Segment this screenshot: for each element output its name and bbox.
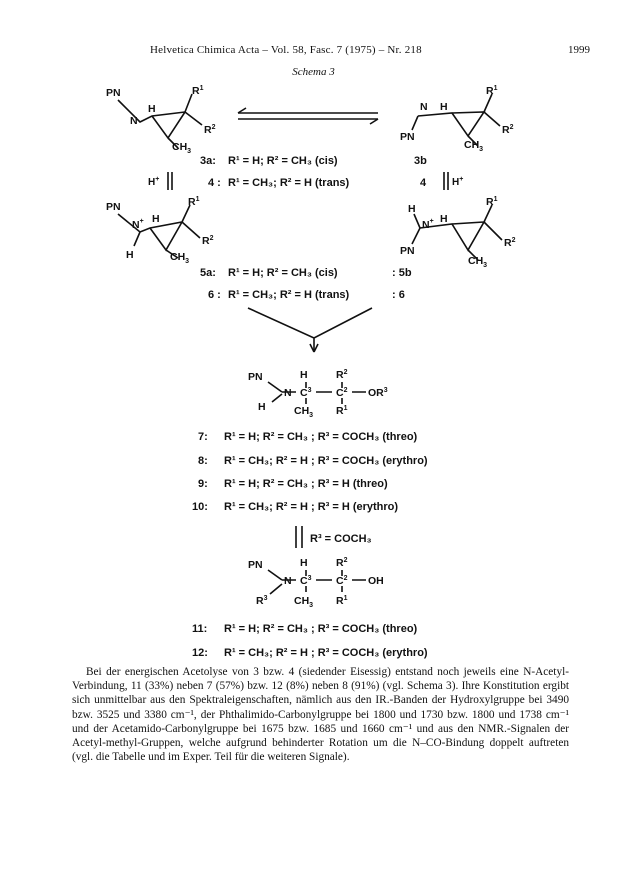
atom-r2: $R^2$ [336,557,348,569]
product-11-skeleton [268,570,366,594]
label-12: 12: [192,647,208,659]
label-7: 7: [198,431,208,443]
atom-ch3: $CH_3$ [172,141,192,155]
atom-n: N [284,575,292,587]
label-9: 9: [198,478,208,490]
protonation-arrow-left [168,172,172,190]
label-6: 6 : [208,289,221,301]
atom-n-plus: N+ [422,218,434,231]
atom-h: H [408,203,416,215]
def-9: R¹ = H; R² = CH₃ ; R³ = H (threo) [224,478,388,490]
structure-drawings [118,94,502,594]
label-4: 4 : [208,177,221,189]
atom-h: H [258,401,266,413]
atom-r2: $R^2$ [336,369,348,381]
label-5a: 5a: [200,267,216,279]
aziridine-3a-ring [152,94,202,148]
atom-ch3: $CH_3$ [468,255,488,269]
def-7: R¹ = H; R² = CH₃ ; R³ = COCH₃ (threo) [224,431,418,443]
atom-r1: $R^1$ [486,85,498,97]
equilibrium-arrowheads [238,108,378,124]
atom-h: H [300,369,308,381]
atom-c3: $C^3$ [300,387,312,399]
def-6: R¹ = CH₃; R² = H (trans) [228,289,350,301]
def-8: R¹ = CH₃; R² = H ; R³ = COCH₃ (erythro) [224,455,428,467]
def-4: R¹ = CH₃; R² = H (trans) [228,177,350,189]
atom-c3: $C^3$ [300,575,312,587]
atom-pn: PN [248,371,263,383]
atom-n: N [284,387,292,399]
atom-r2: $R^2$ [504,237,516,249]
journal-title: Helvetica Chimica Acta – Vol. 58, Fasc. 7 (1975) – Nr. 218 [150,44,422,56]
atom-pn: PN [106,201,121,213]
atom-r3: $R^3$ [256,595,268,607]
atom-h: H [148,103,156,115]
atom-h: H [152,213,160,225]
equilibrium-arrows [238,113,378,119]
label-5b: : 5b [392,267,412,279]
atom-h-plus: H+ [148,176,160,188]
atom-pn: PN [400,245,415,257]
atom-r2: $R^2$ [204,124,216,136]
label-8: 8: [198,455,208,467]
atom-pn: PN [248,559,263,571]
acyl-migration-arrow [296,526,302,548]
product-7-skeleton [268,382,366,404]
atom-r1: $R^1$ [188,196,200,208]
atom-h: H [300,557,308,569]
atom-n-plus: N+ [132,218,144,231]
migration-label: R³ = COCH₃ [310,533,372,545]
def-12: R¹ = CH₃; R² = H ; R³ = COCH₃ (erythro) [224,647,428,659]
atom-h: H [440,213,448,225]
def-5: R¹ = H; R² = CH₃ (cis) [228,267,338,279]
atom-r1: $R^1$ [192,85,204,97]
atom-r2: $R^2$ [202,235,214,247]
atom-ch3: $CH_3$ [170,251,190,265]
atom-pn: PN [400,131,415,143]
atom-r2: $R^2$ [502,124,514,136]
schema-title: Schema 3 [292,66,335,78]
atom-r1: $R^1$ [336,405,348,417]
atom-ch3: $CH_3$ [294,595,314,609]
aziridinium-5b-bonds [412,205,502,260]
atom-h-plus: H+ [452,176,464,188]
body-paragraph [72,665,569,764]
label-4-right: 4 [420,177,427,189]
def-11: R¹ = H; R² = CH₃ ; R³ = COCH₃ (threo) [224,623,418,635]
atom-c2: $C^2$ [336,387,348,399]
body-text: Bei der energischen Acetolyse von 3 bzw. 4 (siedender Eisessig) entstand noch jeweils eine N-Acetyl-Verbindung, 11 (33%) neben 7 (57%) bzw. 12 (8%) neben 8 (91%) (vgl. Schema 3). Ihre Konstitution ergibt sich unmittelbar aus den Spektraleigenschaften, nämlich aus den IR.-Banden der Hydroxylgruppe bei 3490 bzw. 3525 und 3380 cm⁻¹, der Phthalimido-Carbonylgruppe bei 1800 und 1730 bzw. 1800 und 1738 cm⁻¹ und der Acetamido-Carbonylgruppe bei 1675 bzw. 1685 und 1660 cm⁻¹ und aus den NMR.-Signalen der Acetyl-methyl-Gruppen, welche aufgrund behinderter Rotation um die N–CO-Bindung doppelt auftreten (vgl. die Tabelle und im Exper. Teil für die weiteren Signale). [72,666,569,764]
atom-n: N [420,101,428,113]
atom-ch3: $CH_3$ [464,139,484,153]
atom-ch3: $CH_3$ [294,405,314,419]
atom-h: H [440,101,448,113]
atom-n: N [130,115,138,127]
label-3b: 3b [414,155,427,167]
atom-oh: OH [368,575,384,587]
label-6-right: : 6 [392,289,405,301]
atom-r1: $R^1$ [336,595,348,607]
atom-or3: $OR^3$ [368,387,388,399]
compound-definitions [192,155,428,659]
def-10: R¹ = CH₃; R² = H ; R³ = H (erythro) [224,501,399,513]
atom-c2: $C^2$ [336,575,348,587]
atom-pn: PN [106,87,121,99]
label-11: 11: [192,623,208,635]
label-3a: 3a: [200,155,216,167]
label-10: 10: [192,501,208,513]
def-3: R¹ = H; R² = CH₃ (cis) [228,155,338,167]
atom-h: H [126,249,134,261]
protonation-arrow-right [444,172,448,190]
atom-r1: $R^1$ [486,196,498,208]
page-number: 1999 [568,44,590,56]
